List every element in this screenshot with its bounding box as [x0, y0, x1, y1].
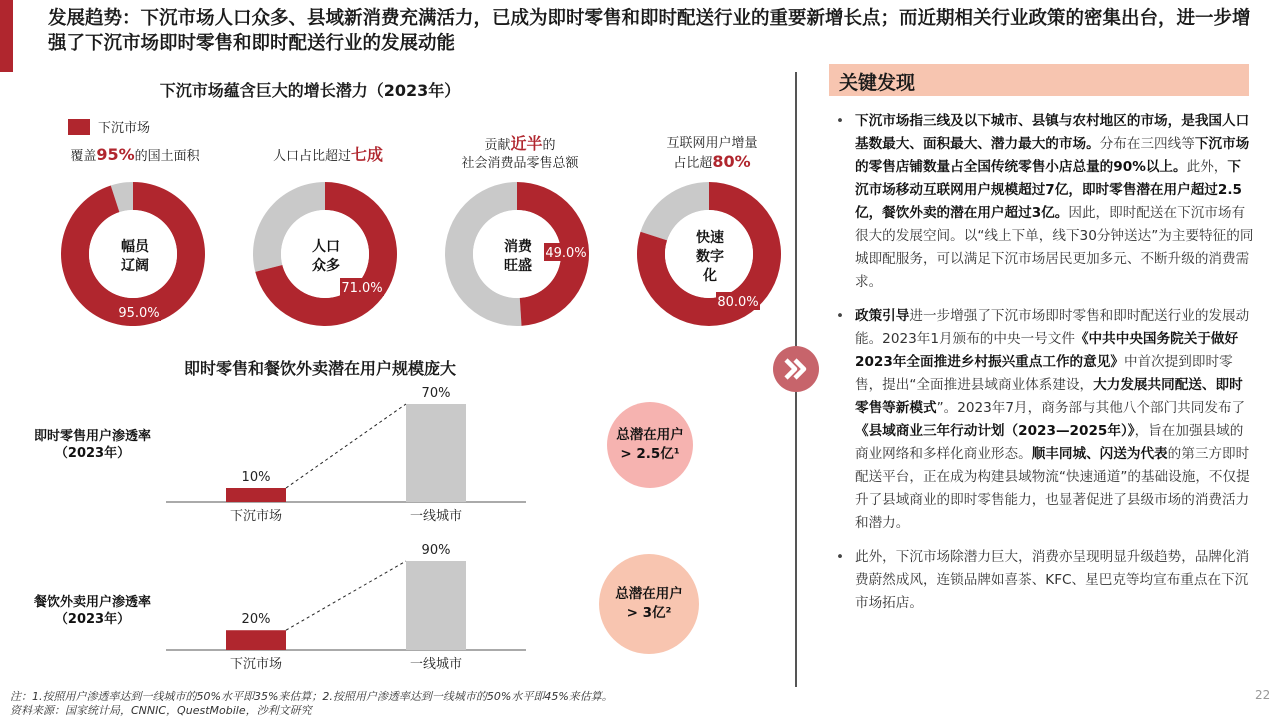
bar-connector [286, 404, 406, 488]
bar [406, 561, 466, 650]
bar-category-label: 下沉市场 [229, 657, 283, 672]
donut-caption-2: 人口占比超过七成 [272, 145, 384, 164]
legend [68, 117, 150, 136]
bar [226, 488, 286, 502]
row-label-takeout: 餐饮外卖用户渗透率 （2023年） [33, 595, 151, 627]
bar-category-label: 下沉市场 [229, 509, 283, 524]
footnote-note: 注：1.按照用户渗透率达到一线城市的50%水平即35%来估算；2.按照用户渗透率达到一线城市的50%水平即45%来估算。 [10, 690, 613, 703]
donut-center-2: 人口 众多 [312, 239, 340, 274]
donut-value-label: 71.0% [341, 281, 383, 296]
bar-value-label: 90% [421, 543, 451, 558]
finding-item: • 政策引导进一步增强了下沉市场即时零售和即时配送行业的发展动能。2023年1月颁布的中央一号文件《中共中央国务院关于做好2023年全面推进乡村振兴重点工作的意见》中首次提到即时零售，提出“全面推进县域商业体系建设，大力发展共同配送、即时零售等新模式”。2023年7月，商务部与其他八个部门共同发布了《县域商业三年行动计划（2023—2025年）》，旨在加强县域的商业网络和多样化商业形态。顺丰同城、闪送为代表的第三方即时配送平台，正在成为构建县域物流“快速通道”的基础设施，不仅提升了县域商业的即时零售能力，也显著促进了县级市场的消费活力和潜力。 [836, 305, 1254, 535]
donut-caption-4: 互联网用户增量 占比超80% [666, 136, 758, 171]
bar-value-label: 70% [421, 386, 451, 401]
bar [406, 404, 466, 502]
double-chevron-right-icon [773, 346, 819, 392]
bar [226, 630, 286, 650]
donut-center-1: 幅员 辽阔 [121, 239, 149, 274]
donut-center-4: 快速 数字 化 [696, 230, 724, 284]
donut-caption-1: 覆盖95%的国土面积 [70, 145, 200, 164]
bar-charts [0, 380, 560, 685]
bar-value-label: 10% [241, 470, 271, 485]
potential-users-bubble-1: 总潜在用户 > 2.5亿¹ [607, 402, 693, 488]
donut-section-title: 下沉市场蕴含巨大的增长潜力（2023年） [159, 81, 461, 100]
footnote [10, 690, 613, 718]
page-number: 22 [1255, 688, 1271, 702]
bar-category-label: 一线城市 [409, 657, 463, 672]
bar-connector [286, 561, 406, 630]
bar-section-title: 即时零售和餐饮外卖潜在用户规模庞大 [183, 359, 456, 378]
donut-caption-3: 贡献近半的 社会消费品零售总额 [461, 134, 579, 171]
bar-panel-1 [166, 386, 526, 524]
key-findings-header [829, 64, 1249, 96]
bar-value-label: 20% [241, 612, 271, 628]
donut-value-label: 49.0% [545, 246, 587, 261]
key-findings-list [836, 110, 1254, 626]
bar-panel-2 [166, 543, 526, 672]
bar-category-label: 一线城市 [409, 509, 463, 524]
row-label-retail: 即时零售用户渗透率 （2023年） [33, 429, 151, 461]
legend-swatch [68, 119, 90, 135]
donut-center-3: 消费 旺盛 [504, 239, 532, 274]
legend-label: 下沉市场 [98, 121, 151, 136]
donut-value-label: 95.0% [118, 306, 160, 321]
accent-bar [0, 0, 13, 72]
potential-users-bubble-2: 总潜在用户 > 3亿² [599, 554, 699, 654]
finding-item: • 此外，下沉市场除潜力巨大，消费亦呈现明显升级趋势，品牌化消费蔚然成风，连锁品牌如喜茶、KFC、星巴克等均宣布重点在下沉市场拓店。 [836, 546, 1254, 615]
footnote-source: 资料来源：国家统计局，CNNIC，QuestMobile，沙利文研究 [10, 704, 312, 717]
donut-value-label: 80.0% [717, 295, 759, 310]
page-headline: 发展趋势：下沉市场人口众多、县域新消费充满活力，已成为即时零售和即时配送行业的重要新增长点；而近期相关行业政策的密集出台，进一步增强了下沉市场即时零售和即时配送行业的发展动能 [48, 8, 1251, 54]
finding-item: • 下沉市场指三线及以下城市、县镇与农村地区的市场，是我国人口基数最大、面积最大、潜力最大的市场。分布在三四线等下沉市场的零售店铺数量占全国传统零售小店总量的90%以上。此外，下沉市场移动互联网用户规模超过7亿，即时零售潜在用户超过2.5亿，餐饮外卖的潜在用户超过3亿。因此，即时配送在下沉市场有很大的发展空间。以“线上下单，线下30分钟送达”为主要特征的同城即配服务，可以满足下沉市场居民更加多元、不断升级的消费需求。 [836, 110, 1254, 294]
key-findings-title: 关键发现 [839, 72, 916, 94]
